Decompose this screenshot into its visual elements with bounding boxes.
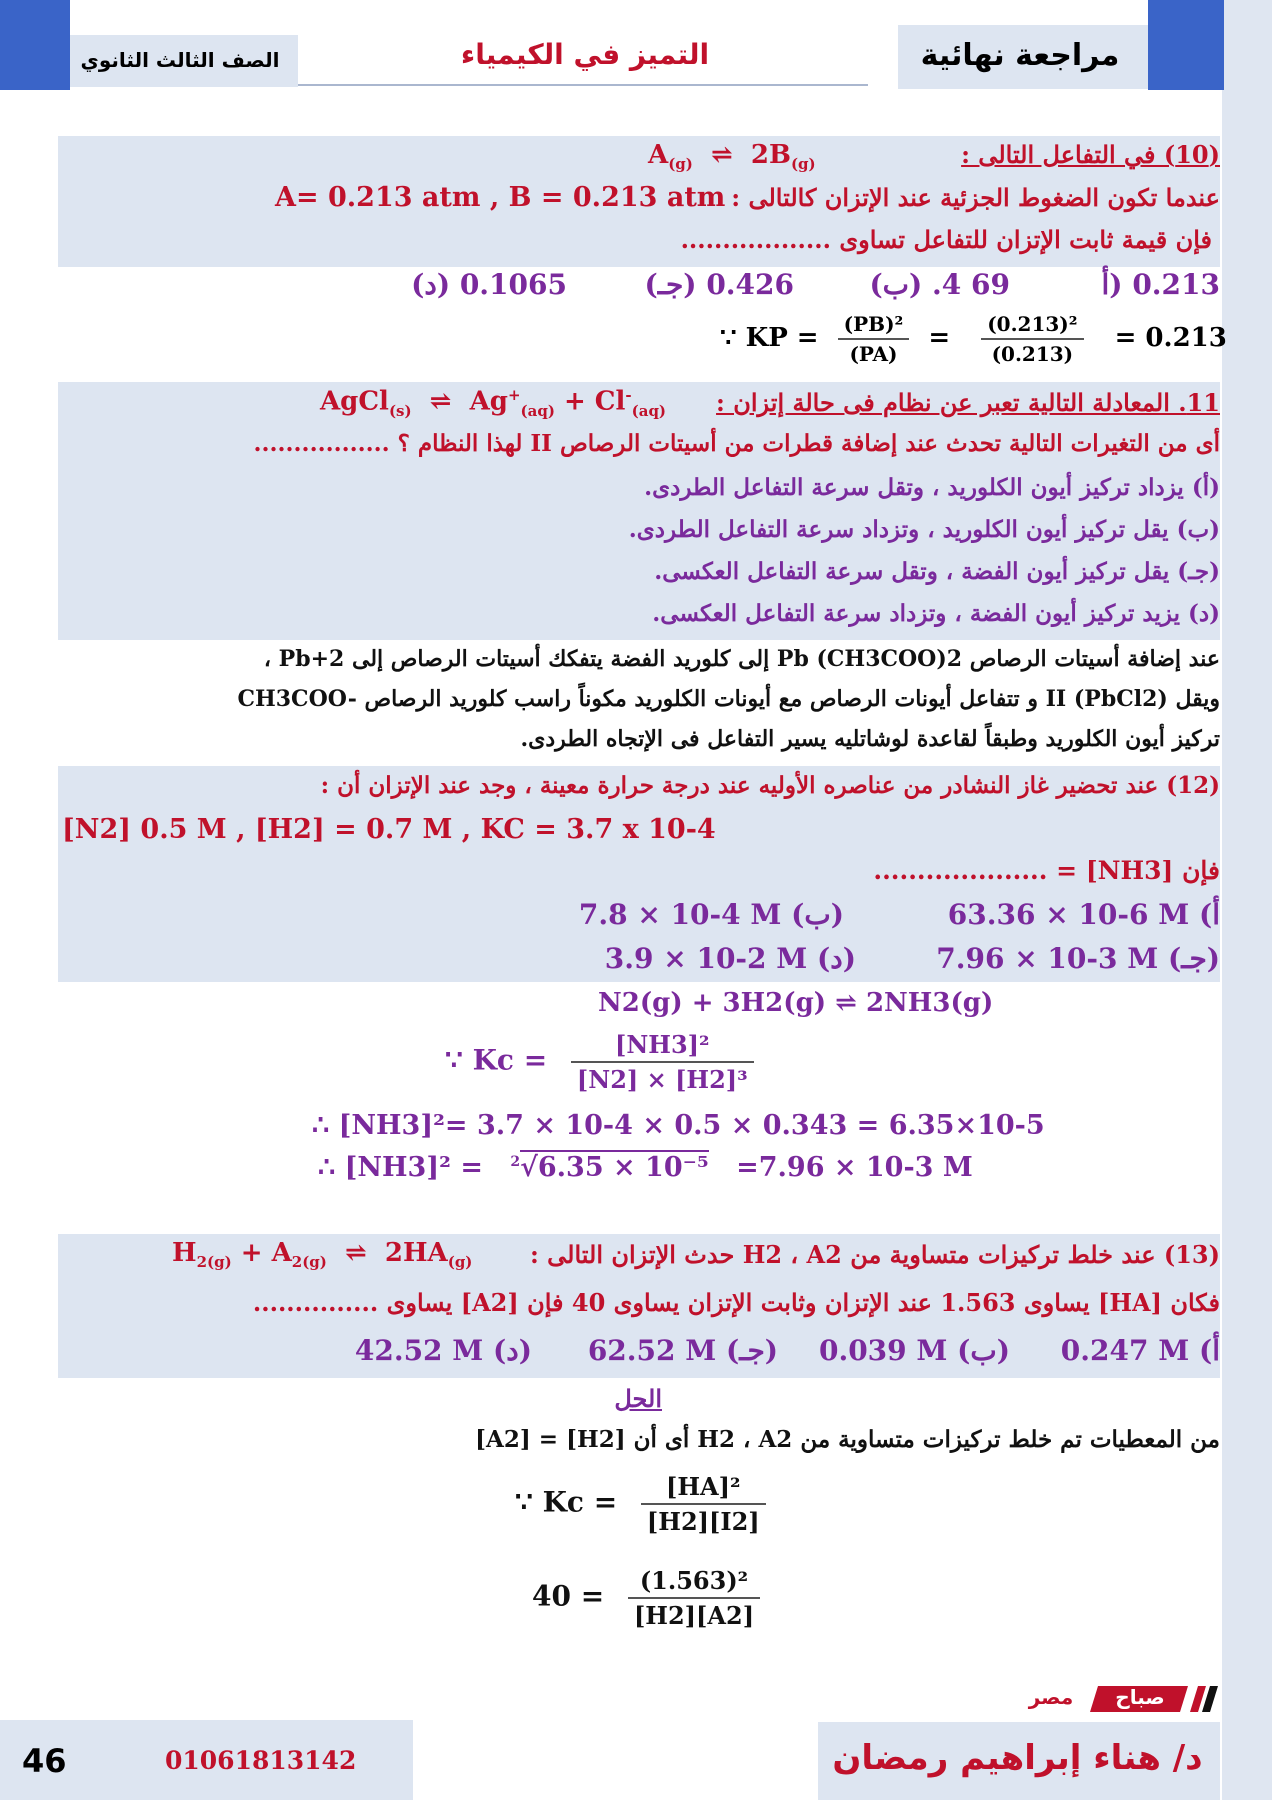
right-edge-strip [1222, 0, 1272, 1800]
footer-phone: 01061813142 [165, 1746, 357, 1775]
q10-option-a: 0.213 (أ [1101, 268, 1220, 301]
watermark-word-2: مصر [1028, 1685, 1074, 1709]
q12-kc-formula [445, 1030, 754, 1094]
q10-solution [720, 312, 1227, 366]
header-review: مراجعة نهائية [920, 38, 1120, 73]
top-left-blue-block [0, 0, 70, 90]
q11-option-a: (أ) يزداد تركيز أيون الكلوريد ، وتقل سرعة التفاعل الطردى. [644, 474, 1220, 501]
q12-step2-rhs: =7.96 × 10-3 M [736, 1152, 973, 1183]
q13-kc-den: [H2][I2] [646, 1507, 760, 1536]
q11-option-b: (ب) يقل تركيز أيون الكلوريد ، وتزداد سرعة التفاعل الطردى. [628, 516, 1220, 543]
q11-explanation-2: CH3COO- و تتفاعل أيونات الرصاص مع أيونات الكلوريد مكوناً راسب كلوريد الرصاص II (PbCl2) ويقل [237, 686, 1220, 712]
q10-sol-num2: (0.213)² [981, 312, 1083, 340]
q13-eq-num: (1.563)² [628, 1566, 760, 1599]
q10-line3: فإن قيمة ثابت الإتزان للتفاعل تساوى .................. [680, 225, 1212, 254]
top-right-blue-block [1148, 0, 1224, 90]
q10-equation: $A_{(g)}$ ⇌ $2B_{(g)}$ [648, 140, 816, 174]
q10-option-b: 69 4. (ب) [869, 268, 1010, 301]
q10-option-c: 0.426 (جـ) [644, 268, 794, 301]
q12-step2-root: √6.35 × 10⁻⁵ [520, 1152, 709, 1183]
q11-equation: AgCl$_{(s)}$ ⇌ $Ag^+_{(aq)} + Cl^-_{(aq)}$ [320, 386, 667, 420]
q12-step2-lhs: ∴ [NH3]² = [318, 1152, 483, 1183]
q11-option-c: (جـ) يقل تركيز أيون الفضة ، وتقل سرعة التفاعل العكسى. [654, 558, 1220, 585]
q13-kc-lhs: ∵ Kc = [515, 1485, 618, 1519]
q10-sol-num1: (PB)² [838, 312, 910, 340]
header-grade: الصف الثالث الثانوي [80, 48, 280, 72]
q13-eq-lhs: 40 = [532, 1579, 605, 1613]
q12-option-b: 7.8 × 10-4 M (ب) [578, 898, 844, 931]
watermark-word-1: صباح [1115, 1685, 1165, 1709]
q10-option-d: 0.1065 (د) [411, 268, 567, 301]
footer-page-number: 46 [22, 1742, 67, 1780]
q11-option-d: (د) يزيد تركيز أيون الفضة ، وتزداد سرعة التفاعل العكسى. [652, 600, 1220, 627]
q13-intro: (13) عند خلط تركيزات متساوية من H2 ، A2 حدث الإتزان التالى : [529, 1240, 1220, 1269]
q13-kc-formula [515, 1472, 766, 1536]
q10-sol-den2: (0.213) [991, 342, 1074, 366]
q12-kc-den: [N2] × [H2]³ [576, 1065, 748, 1094]
q11-explanation-1: عند إضافة أسيتات الرصاص Pb (CH3COO)2 إلى كلوريد الفضة يتفكك أسيتات الرصاص إلى Pb+2 ، [263, 646, 1220, 672]
q12-option-d: 3.9 × 10-2 M (د) [604, 942, 856, 975]
q12-option-a: 63.36 × 10-6 M (أ [947, 898, 1220, 931]
q11-explanation-3: تركيز أيون الكلوريد وطبقاً لقاعدة لوشاتليه يسير التفاعل فى الإتجاه الطردى. [520, 726, 1220, 752]
q12-values: [N2] 0.5 M , [H2] = 0.7 M , KC = 3.7 x 10-4 [62, 814, 716, 845]
q13-equation-40 [532, 1566, 760, 1630]
q12-reaction: N2(g) + 3H2(g) ⇌ 2NH3(g) [598, 988, 994, 1018]
q13-solution-line: من المعطيات تم خلط تركيزات متساوية من H2 ، A2 أى أن [H2] = [A2] [475, 1426, 1220, 1453]
q13-kc-num: [HA]² [641, 1472, 766, 1505]
q12-question: فإن [NH3] = .................... [873, 856, 1220, 885]
q10-sol-eq: = [928, 323, 951, 353]
q10-sol-result: = 0.213 [1114, 323, 1227, 353]
q11-question: أى من التغيرات التالية تحدث عند إضافة قطرات من أسيتات الرصاص II لهذا النظام ؟ ................. [253, 430, 1220, 457]
q10-intro: (10) في التفاعل التالى : [961, 140, 1220, 169]
q12-option-c: 7.96 × 10-3 M (جـ) [936, 942, 1220, 975]
q13-eq-den: [H2][A2] [633, 1601, 755, 1630]
q13-option-d: 42.52 M (د) [354, 1334, 532, 1367]
q13-option-b: 0.039 M (ب) [818, 1334, 1010, 1367]
q10-sol-den1: (PA) [849, 342, 898, 366]
footer-author: د/ هناء إبراهيم رمضان [832, 1738, 1203, 1778]
q10-line2-values: A= 0.213 atm , B = 0.213 atm [275, 182, 726, 213]
q12-intro: (12) عند تحضير غاز النشادر من عناصره الأوليه عند درجة حرارة معينة ، وجد عند الإتزان أن : [320, 772, 1220, 799]
q13-option-c: 62.52 M (جـ) [587, 1334, 778, 1367]
q11-intro: 11. المعادلة التالية تعبر عن نظام فى حالة إتزان : [716, 388, 1220, 417]
q12-step2: ∴ [NH3]² = $^2$√6.35 × 10⁻⁵ =7.96 × 10-3 M [318, 1152, 973, 1183]
watermark-logo [1018, 1682, 1218, 1716]
q10-sol-lhs: ∵ KP = [720, 323, 819, 353]
q12-step1: ∴ [NH3]²= 3.7 × 10-4 × 0.5 × 0.343 = 6.35×10-5 [312, 1110, 1045, 1141]
q13-question: فكان [HA] يساوى 1.563 عند الإتزان وثابت الإتزان يساوى 40 فإن [A2] يساوى ............... [252, 1288, 1220, 1317]
header-underline [298, 84, 868, 86]
q13-option-a: 0.247 M (أ [1060, 1334, 1220, 1367]
q12-kc-num: [NH3]² [571, 1030, 754, 1063]
q12-kc-lhs: ∵ Kc = [445, 1043, 548, 1077]
q13-equation: $H_{2(g)} + A_{2(g)}$ ⇌ $2HA_{(g)}$ [172, 1238, 473, 1272]
q13-solution-label: الحل [614, 1384, 662, 1413]
q10-line2-text: عندما تكون الضغوط الجزئية عند الإتزان كالتالى : [731, 183, 1220, 212]
header-subject-title: التميز في الكيمياء [460, 38, 710, 71]
